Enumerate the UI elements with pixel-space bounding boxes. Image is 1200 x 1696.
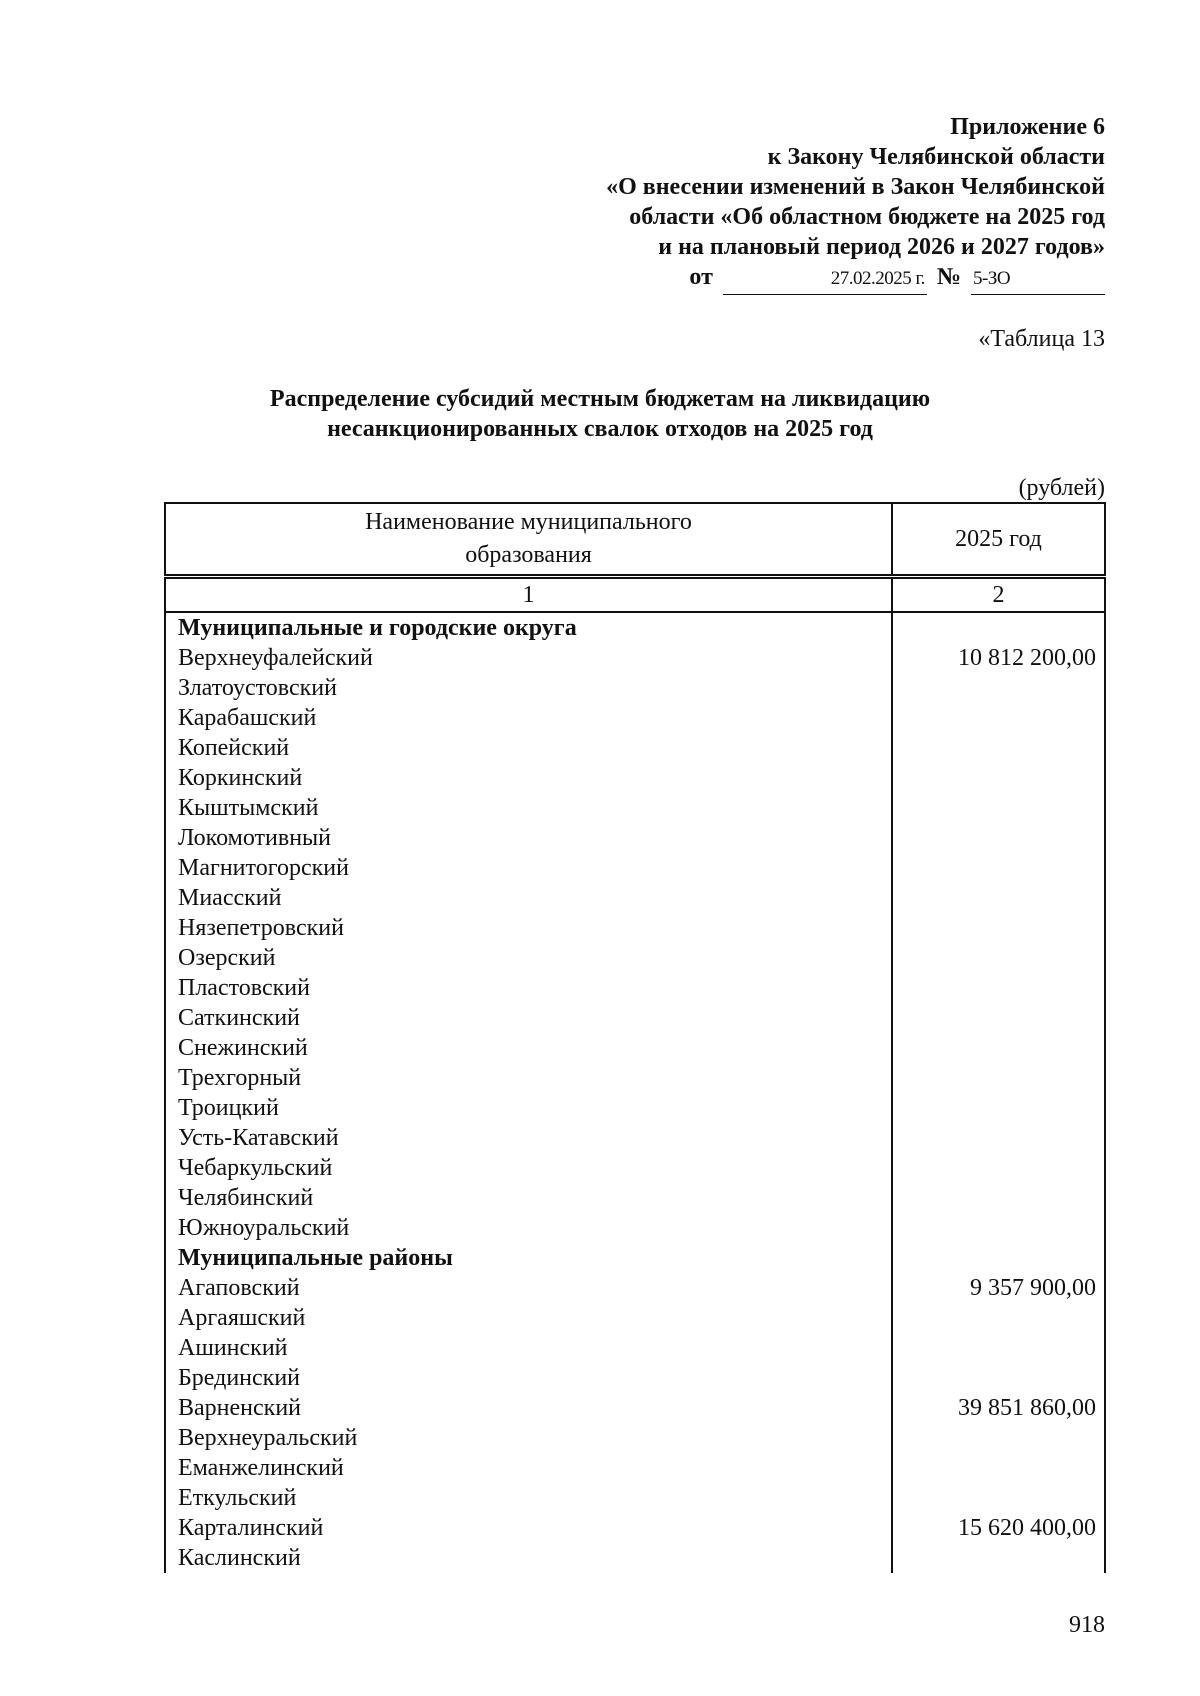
municipality-name: Ашинский [165, 1333, 892, 1363]
header-line: «О внесении изменений в Закон Челябинской [606, 174, 1105, 200]
table-row [165, 853, 1105, 883]
subsidy-amount: 39 851 860,00 [892, 1393, 1105, 1423]
column-header-name-line1: Наименование муниципального [365, 509, 692, 535]
table-row [165, 1363, 1105, 1393]
table-section-row [165, 612, 1105, 643]
appendix-header [606, 112, 1105, 295]
table-row [165, 1033, 1105, 1063]
subsidy-amount [892, 793, 1105, 823]
table-row [165, 823, 1105, 853]
subsidy-amount [892, 1123, 1105, 1153]
municipality-name: Верхнеуральский [165, 1423, 892, 1453]
subsidy-amount [892, 1183, 1105, 1213]
table-row [165, 1453, 1105, 1483]
municipality-name: Пластовский [165, 973, 892, 1003]
subsidy-amount [892, 1213, 1105, 1243]
subsidy-amount [892, 1483, 1105, 1513]
municipality-name: Верхнеуфалейский [165, 643, 892, 673]
subsidy-amount [892, 1423, 1105, 1453]
table-row [165, 1423, 1105, 1453]
municipality-name: Варненский [165, 1393, 892, 1423]
table-row [165, 1063, 1105, 1093]
municipality-name: Копейский [165, 733, 892, 763]
subsidy-amount: 15 620 400,00 [892, 1513, 1105, 1543]
municipality-name: Магнитогорский [165, 853, 892, 883]
table-row [165, 913, 1105, 943]
municipality-name: Каслинский [165, 1543, 892, 1573]
table-row [165, 1003, 1105, 1033]
table-row [165, 1123, 1105, 1153]
subsidy-amount [892, 1363, 1105, 1393]
subsidy-amount [892, 1093, 1105, 1123]
municipality-name: Карабашский [165, 703, 892, 733]
column-index-2: 2 [892, 577, 1105, 613]
municipality-name: Трехгорный [165, 1063, 892, 1093]
header-line: Приложение 6 [950, 114, 1105, 140]
section-title: Муниципальные и городские округа [165, 612, 892, 643]
municipality-name: Усть-Катавский [165, 1123, 892, 1153]
subsidy-amount [892, 853, 1105, 883]
subsidy-amount [892, 1063, 1105, 1093]
table-row [165, 793, 1105, 823]
header-line: области «Об областном бюджете на 2025 год [629, 204, 1105, 230]
table-row [165, 1183, 1105, 1213]
table-row [165, 703, 1105, 733]
column-index-row [165, 577, 1105, 613]
table-row [165, 673, 1105, 703]
municipality-name: Снежинский [165, 1033, 892, 1063]
subsidy-amount [892, 612, 1105, 643]
municipality-name: Брединский [165, 1363, 892, 1393]
subsidy-amount [892, 673, 1105, 703]
municipality-name: Миасский [165, 883, 892, 913]
table-header-row [165, 503, 1105, 577]
section-title: Муниципальные районы [165, 1243, 892, 1273]
subsidy-amount [892, 943, 1105, 973]
municipality-name: Еманжелинский [165, 1453, 892, 1483]
table-label: «Таблица 13 [978, 326, 1105, 352]
table-row [165, 1393, 1105, 1423]
subsidy-amount [892, 1003, 1105, 1033]
subsidy-amount [892, 1153, 1105, 1183]
municipality-name: Агаповский [165, 1273, 892, 1303]
table-row [165, 643, 1105, 673]
subsidy-amount: 9 357 900,00 [892, 1273, 1105, 1303]
municipality-name: Кыштымский [165, 793, 892, 823]
header-line: к Закону Челябинской области [767, 144, 1105, 170]
municipality-name: Аргаяшский [165, 1303, 892, 1333]
title-line-1: Распределение субсидий местным бюджетам на ликвидацию [269, 386, 931, 412]
subsidy-amount [892, 823, 1105, 853]
subsidy-amount [892, 763, 1105, 793]
table-row [165, 1543, 1105, 1573]
subsidy-amount [892, 703, 1105, 733]
column-header-name [165, 503, 892, 577]
municipality-name: Нязепетровский [165, 913, 892, 943]
number-sign: № [936, 264, 961, 290]
subsidy-amount [892, 1453, 1105, 1483]
municipality-name: Чебаркульский [165, 1153, 892, 1183]
subsidy-amount [892, 733, 1105, 763]
document-title [150, 384, 1050, 444]
law-date-number-line [606, 262, 1105, 295]
municipality-name: Озерский [165, 943, 892, 973]
municipality-name: Златоустовский [165, 673, 892, 703]
municipality-name: Локомотивный [165, 823, 892, 853]
table-row [165, 733, 1105, 763]
municipality-name: Южноуральский [165, 1213, 892, 1243]
municipality-name: Челябинский [165, 1183, 892, 1213]
subsidy-amount [892, 1033, 1105, 1063]
municipality-name: Коркинский [165, 763, 892, 793]
table-row [165, 1513, 1105, 1543]
table-row [165, 1303, 1105, 1333]
table-row [165, 883, 1105, 913]
table-row [165, 1333, 1105, 1363]
subsidy-amount: 10 812 200,00 [892, 643, 1105, 673]
table-row [165, 973, 1105, 1003]
municipality-name: Саткинский [165, 1003, 892, 1033]
table-row [165, 1213, 1105, 1243]
subsidy-amount [892, 913, 1105, 943]
subsidy-amount [892, 1243, 1105, 1273]
table-section-row [165, 1243, 1105, 1273]
units-label: (рублей) [1018, 475, 1105, 501]
table-row [165, 1483, 1105, 1513]
table-row [165, 1093, 1105, 1123]
column-header-year: 2025 год [892, 503, 1105, 577]
law-date: 27.02.2025 г. [723, 264, 927, 295]
subsidy-amount [892, 1543, 1105, 1573]
column-index-1: 1 [165, 577, 892, 613]
title-line-2: несанкционированных свалок отходов на 2025 год [327, 416, 873, 442]
municipality-name: Троицкий [165, 1093, 892, 1123]
table-body [165, 612, 1105, 1573]
ot-label: от [689, 264, 713, 290]
subsidy-table [164, 502, 1106, 1573]
law-number: 5-ЗО [971, 264, 1105, 295]
table-row [165, 943, 1105, 973]
subsidy-amount [892, 883, 1105, 913]
page-number: 918 [1069, 1612, 1105, 1638]
table-row [165, 763, 1105, 793]
column-header-name-line2: образования [465, 542, 592, 568]
subsidy-amount [892, 973, 1105, 1003]
municipality-name: Еткульский [165, 1483, 892, 1513]
table-row [165, 1153, 1105, 1183]
header-line: и на плановый период 2026 и 2027 годов» [658, 234, 1105, 260]
table-row [165, 1273, 1105, 1303]
subsidy-amount [892, 1333, 1105, 1363]
municipality-name: Карталинский [165, 1513, 892, 1543]
subsidy-amount [892, 1303, 1105, 1333]
